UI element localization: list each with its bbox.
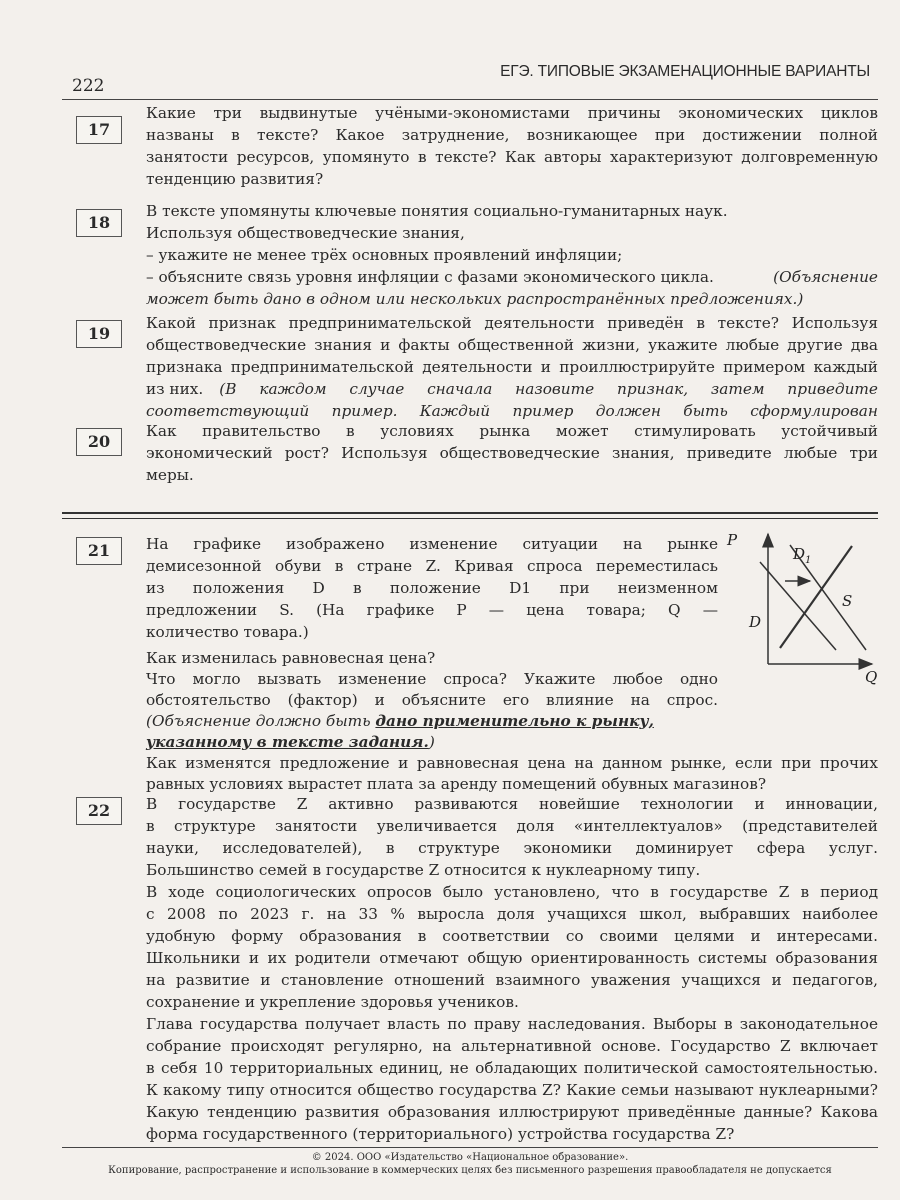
header-rule (62, 99, 878, 100)
task-21-line: количество товара.) (146, 623, 309, 641)
task-number-19: 19 (76, 320, 122, 348)
task-22-line: науки, исследователей), в структуре экономики доминирует сфера услуг. (146, 839, 878, 857)
running-header: ЕГЭ. ТИПОВЫЕ ЭКЗАМЕНАЦИОННЫЕ ВАРИАНТЫ (500, 63, 870, 80)
task-19-line: признака предпринимательской деятельности и проиллюстрируйте примером каждый (146, 358, 878, 376)
emphasis: дано применительно к рынку, (375, 712, 654, 730)
task-19-hint-line: соответствующий пример. Каждый пример должен быть сформулирован (146, 402, 878, 420)
task-22-line: Большинство семей в государстве Z относится к нуклеарному типу. (146, 861, 701, 879)
d-label: D (749, 613, 762, 631)
task-18-hint-line: может быть дано в одном или нескольких распространённых предложениях.) (146, 290, 804, 308)
task-18-line (146, 267, 878, 287)
task-21-line: из положения D в положение D1 при неизменном (146, 579, 718, 597)
task-17-line: названы в тексте? Какое затруднение, возникающее при достижении полной (146, 126, 878, 144)
section-divider (62, 518, 878, 519)
task-18-line: – укажите не менее трёх основных проявлений инфляции; (146, 246, 623, 264)
task-20-line: экономический рост? Используя обществоведческие знания, приведите любые три (146, 444, 878, 462)
task-17-line: Какие три выдвинутые учёными-экономистами причины экономических циклов (146, 104, 878, 122)
task-20-line: Как правительство в условиях рынка может стимулировать устойчивый (146, 422, 878, 440)
task-number-17: 17 (76, 116, 122, 144)
footer-rule (62, 1147, 878, 1148)
footer-copyright: © 2024. ООО «Издательство «Национальное образование». (311, 1152, 629, 1163)
task-22-line: В государстве Z активно развиваются новейшие технологии и инновации, (146, 795, 878, 813)
task-21-line: На графике изображено изменение ситуации на рынке (146, 535, 718, 553)
task-22-line: Глава государства получает власть по праву наследования. Выборы в законодательное (146, 1015, 878, 1033)
task-21-hint-line: (Объяснение должно быть дано применительно к рынку, (146, 712, 654, 730)
demand-curve-d (760, 562, 836, 650)
task-number-20: 20 (76, 428, 122, 456)
task-22-line: на развитие и становление отношений взаимного уважения учащихся и педагогов, (146, 971, 878, 989)
task-18-hint: (Объяснение (773, 268, 878, 286)
task-19-line: из них. (В каждом случае сначала назовите признак, затем приведите (146, 380, 878, 398)
task-22-line: с 2008 по 2023 г. на 33 % выросла доля учащихся школ, выбравших наиболее (146, 905, 878, 923)
task-19-line: обществоведческие знания и факты общественной жизни, укажите любые другие два (146, 336, 878, 354)
task-21-line: равных условиях вырастет плата за аренду помещений обувных магазинов? (146, 775, 767, 793)
s-label: S (842, 592, 853, 610)
task-22-line: удобную форму образования в соответствии со своими целями и интересами. (146, 927, 878, 945)
task-21-line: предложении S. (На графике P — цена товара; Q — (146, 601, 718, 619)
task-22-line: Какую тенденцию развития образования иллюстрируют приведённые данные? Какова (146, 1103, 878, 1121)
p-label: P (727, 531, 738, 549)
task-22-line: в себя 10 территориальных единиц, не обладающих политической самостоятельностью. (146, 1059, 878, 1077)
d1-label: $D_1$ (793, 545, 812, 566)
task-22-line: К какому типу относится общество государства Z? Какие семьи называют нуклеарными? (146, 1081, 878, 1099)
task-21-hint-line: указанному в тексте задания.) (146, 733, 435, 751)
task-21-line: Как изменятся предложение и равновесная цена на данном рынке, если при прочих (146, 754, 878, 772)
task-21-line: демисезонной обуви в стране Z. Кривая спроса переместилась (146, 557, 718, 575)
section-divider (62, 512, 878, 514)
task-20-line: меры. (146, 466, 194, 484)
task-18-text: – объясните связь уровня инфляции с фазами экономического цикла. (146, 268, 714, 286)
q-label: Q (865, 668, 878, 685)
task-22-line: форма государственного (территориального) устройства государства Z? (146, 1125, 735, 1143)
task-22-line: Школьники и их родители отмечают общую ориентированность системы образования (146, 949, 878, 967)
task-22-line: В ходе социологических опросов было установлено, что в государстве Z в период (146, 883, 878, 901)
task-17-line: тенденцию развития? (146, 170, 324, 188)
task-17-line: занятости ресурсов, упомянуто в тексте? Как авторы характеризуют долговременную (146, 148, 878, 166)
task-18-line: В тексте упомянуты ключевые понятия социально-гуманитарных наук. (146, 202, 728, 220)
task-21-line: Что могло вызвать изменение спроса? Укажите любое одно (146, 670, 718, 688)
task-22-line: в структуре занятости увеличивается доля «интеллектуалов» (представителей (146, 817, 878, 835)
footer-notice: Копирование, распространение и использование в коммерческих целях без письменного разрешения правообладателя не допускается (108, 1165, 832, 1176)
task-19-line: Какой признак предпринимательской деятельности приведён в тексте? Используя (146, 314, 878, 332)
task-18-line: Используя обществоведческие знания, (146, 224, 465, 242)
supply-demand-graph (720, 525, 890, 685)
task-22-line: сохранение и укрепление здоровья учеников. (146, 993, 519, 1011)
task-number-18: 18 (76, 209, 122, 237)
task-22-line: собрание происходят регулярно, на альтернативной основе. Государство Z включает (146, 1037, 878, 1055)
task-number-22: 22 (76, 797, 122, 825)
task-21-line: Как изменилась равновесная цена? (146, 649, 436, 667)
task-21-line: обстоятельство (фактор) и объясните его влияние на спрос. (146, 691, 718, 709)
page-number: 222 (72, 76, 105, 96)
task-number-21: 21 (76, 537, 122, 565)
